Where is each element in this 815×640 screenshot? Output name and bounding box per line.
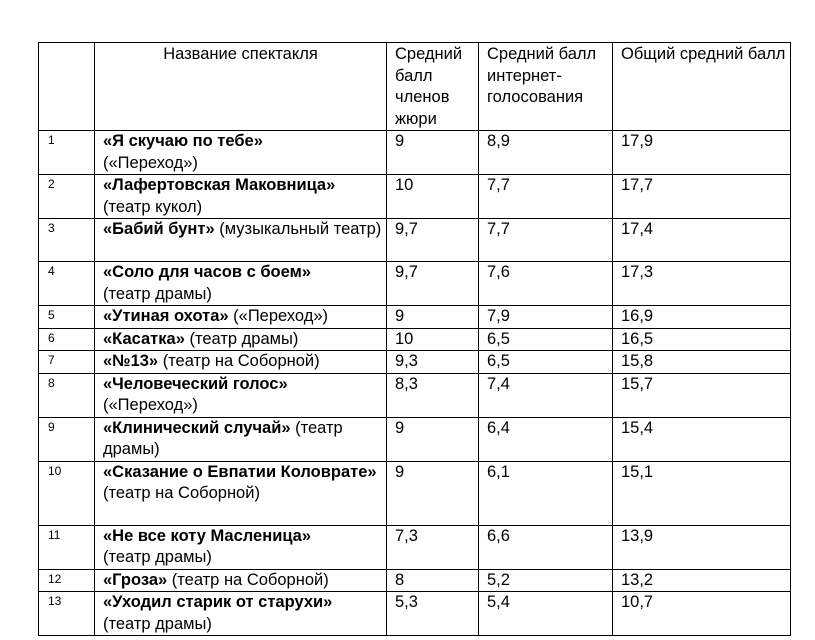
row-total: 10,7 [613, 592, 791, 636]
theatre-name: (театр на Соборной) [167, 570, 329, 589]
row-jury: 9,7 [387, 262, 479, 306]
row-jury: 9 [387, 417, 479, 461]
header-row [39, 43, 791, 131]
table-row [39, 592, 791, 636]
play-name: «Клинический случай» [103, 418, 291, 437]
row-num: 4 [39, 262, 95, 306]
theatre-name: (театр драмы) [103, 418, 343, 458]
row-title [95, 525, 387, 569]
row-title [95, 131, 387, 175]
play-name: «Уходил старик от старухи» [103, 593, 333, 611]
row-num: 10 [39, 461, 95, 525]
row-title [95, 219, 387, 262]
row-title [95, 417, 387, 461]
table-row [39, 351, 791, 374]
play-name: «№13» [103, 352, 159, 370]
row-title [95, 351, 387, 374]
row-internet: 5,4 [479, 592, 613, 636]
header-jury: Средний балл членов жюри [387, 43, 479, 131]
play-name: «Соло для часов с боем» [103, 263, 311, 281]
row-num: 12 [39, 569, 95, 592]
theatre-name: (театр драмы) [103, 548, 212, 566]
table-row [39, 262, 791, 306]
table-row [39, 131, 791, 175]
theatre-name: (театр на Соборной) [158, 352, 320, 370]
theatre-name: (театр драмы) [103, 284, 212, 303]
row-num: 3 [39, 219, 95, 262]
row-jury: 7,3 [387, 525, 479, 569]
row-jury: 9 [387, 306, 479, 329]
header-num [39, 43, 95, 131]
play-name: «Касатка» [103, 329, 185, 348]
header-total: Общий средний балл [613, 43, 791, 131]
play-name: «Утиная охота» [103, 307, 229, 325]
row-total: 16,5 [613, 328, 791, 351]
row-jury: 8,3 [387, 373, 479, 417]
play-name: «Человеческий голос» [103, 374, 288, 393]
row-total: 15,7 [613, 373, 791, 417]
theatre-name: (театр драмы) [103, 614, 212, 633]
row-total: 15,4 [613, 417, 791, 461]
theatre-name: («Переход») [103, 153, 198, 172]
row-jury: 5,3 [387, 592, 479, 636]
header-internet: Средний балл интернет-голосования [479, 43, 613, 131]
play-name: «Не все коту Масленица» [103, 526, 312, 545]
row-total: 13,9 [613, 525, 791, 569]
row-total: 17,9 [613, 131, 791, 175]
table-row [39, 219, 791, 262]
table-row [39, 373, 791, 417]
row-jury: 9 [387, 461, 479, 525]
row-internet: 5,2 [479, 569, 613, 592]
theatre-name: («Переход») [228, 307, 329, 325]
row-num: 5 [39, 306, 95, 329]
row-num: 8 [39, 373, 95, 417]
table-row [39, 328, 791, 351]
scores-table [38, 42, 791, 636]
table-row [39, 569, 791, 592]
row-num: 1 [39, 131, 95, 175]
row-title [95, 175, 387, 219]
row-internet: 6,1 [479, 461, 613, 525]
theatre-name: («Переход») [103, 396, 198, 414]
play-name: «Я скучаю по тебе» [103, 132, 263, 150]
row-internet: 7,4 [479, 373, 613, 417]
play-name: «Бабий бунт» [103, 220, 215, 238]
row-jury: 9 [387, 131, 479, 175]
play-name: «Гроза» [103, 570, 168, 589]
table-row [39, 175, 791, 219]
table-row [39, 525, 791, 569]
row-total: 17,3 [613, 262, 791, 306]
row-internet: 7,6 [479, 262, 613, 306]
row-internet: 7,7 [479, 175, 613, 219]
table-row [39, 417, 791, 461]
header-title: Название спектакля [95, 43, 387, 131]
row-title [95, 328, 387, 351]
theatre-name: (театр кукол) [103, 197, 203, 216]
table-row [39, 306, 791, 329]
row-jury: 10 [387, 328, 479, 351]
row-total: 15,8 [613, 351, 791, 374]
row-total: 16,9 [613, 306, 791, 329]
row-total: 17,4 [613, 219, 791, 262]
row-jury: 9,3 [387, 351, 479, 374]
theatre-name: (театр на Соборной) [103, 484, 260, 502]
row-title [95, 461, 387, 525]
row-title [95, 306, 387, 329]
row-title [95, 373, 387, 417]
play-name: «Сказание о Евпатии Коловрате» [103, 462, 377, 481]
row-jury: 10 [387, 175, 479, 219]
row-total: 13,2 [613, 569, 791, 592]
row-num: 7 [39, 351, 95, 374]
row-total: 15,1 [613, 461, 791, 525]
row-internet: 6,6 [479, 525, 613, 569]
row-jury: 9,7 [387, 219, 479, 262]
row-internet: 6,4 [479, 417, 613, 461]
row-num: 13 [39, 592, 95, 636]
row-internet: 7,7 [479, 219, 613, 262]
row-total: 17,7 [613, 175, 791, 219]
row-internet: 8,9 [479, 131, 613, 175]
row-jury: 8 [387, 569, 479, 592]
row-internet: 7,9 [479, 306, 613, 329]
table-row [39, 461, 791, 525]
row-num: 11 [39, 525, 95, 569]
row-num: 9 [39, 417, 95, 461]
row-internet: 6,5 [479, 328, 613, 351]
row-title [95, 592, 387, 636]
play-name: «Лафертовская Маковница» [103, 176, 336, 194]
theatre-name: (театр драмы) [184, 329, 299, 348]
row-num: 6 [39, 328, 95, 351]
row-internet: 6,5 [479, 351, 613, 374]
row-title [95, 569, 387, 592]
row-num: 2 [39, 175, 95, 219]
row-title [95, 262, 387, 306]
theatre-name: (музыкальный театр) [214, 220, 382, 238]
